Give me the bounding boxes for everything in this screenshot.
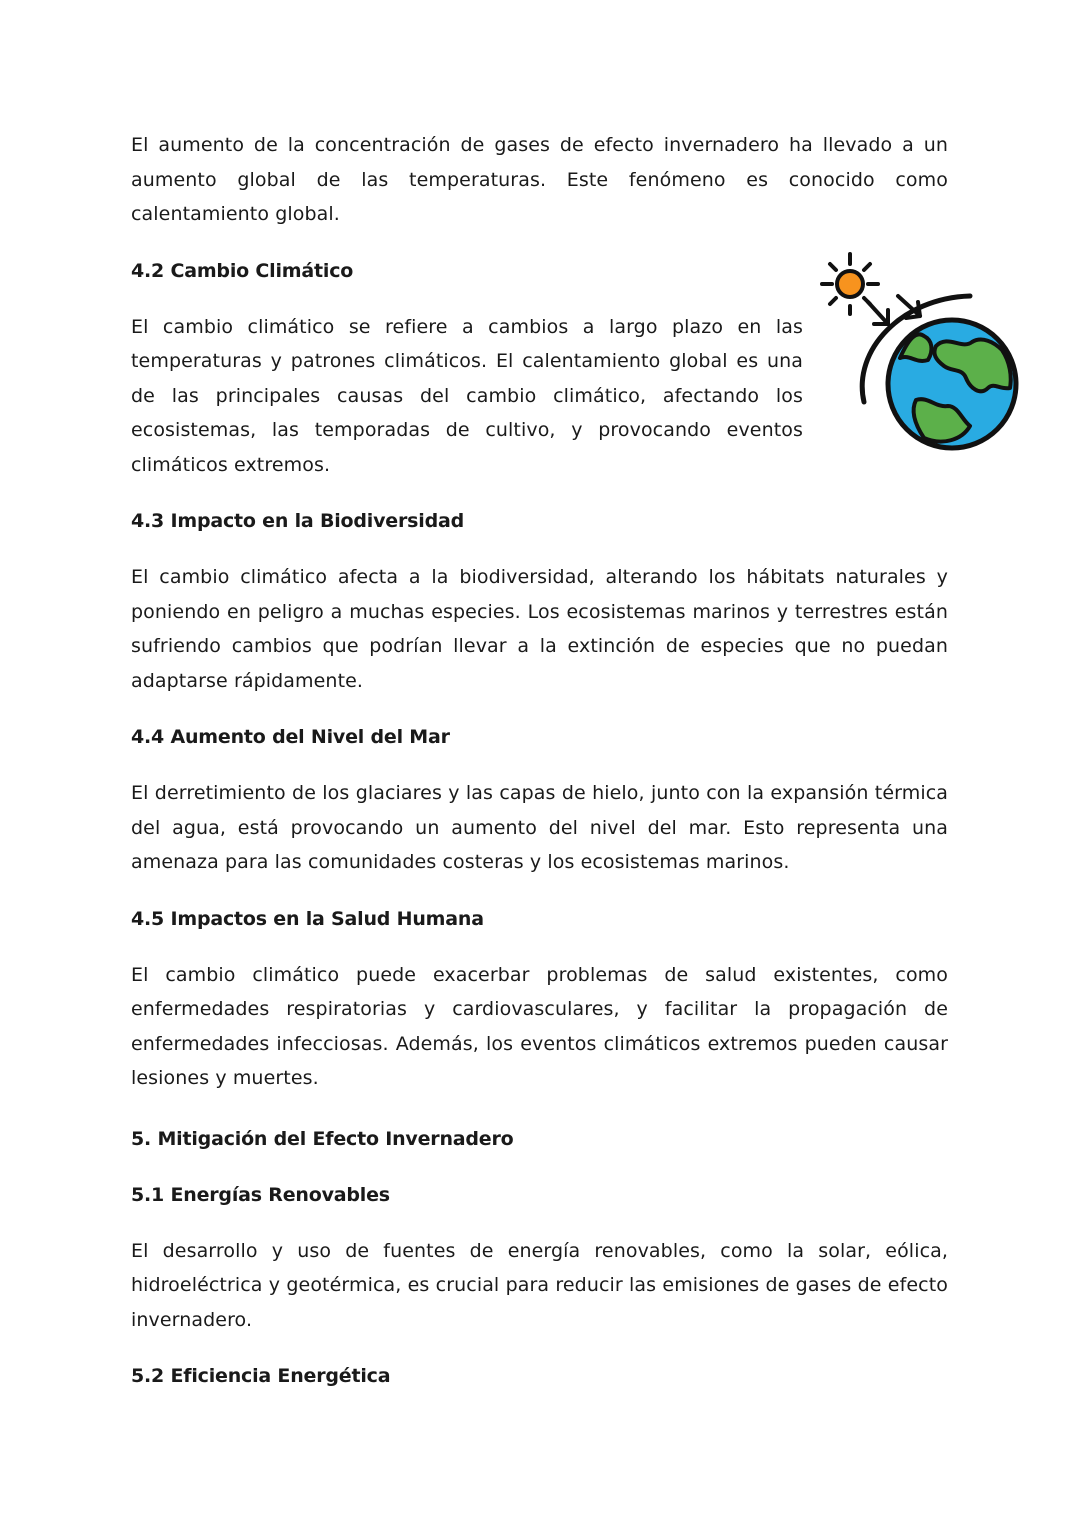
heading-4-3: 4.3 Impacto en la Biodiversidad — [131, 510, 464, 532]
heading-5: 5. Mitigación del Efecto Invernadero — [131, 1127, 514, 1150]
earth-icon — [888, 320, 1016, 448]
paragraph-4-3: El cambio climático afecta a la biodiversidad, alterando los hábitats naturales y poniendo en peligro a muchas especies. Los ecosistemas marinos y terrestres están sufriendo cambios que podrían llevar a la extinción de especies que no puedan adaptarse rápidamente. — [131, 566, 948, 692]
heading-5-2: 5.2 Eficiencia Energética — [131, 1365, 391, 1387]
paragraph-5-1: El desarrollo y uso de fuentes de energía renovables, como la solar, eólica, hidroeléctrica y geotérmica, es crucial para reducir las emisiones de gases de efecto invernadero. — [131, 1239, 948, 1331]
sun-icon — [837, 271, 863, 297]
heading-5-1: 5.1 Energías Renovables — [131, 1183, 390, 1206]
sun-earth-warming-icon — [812, 250, 1024, 456]
heading-4-2: 4.2 Cambio Climático — [131, 259, 354, 282]
paragraph-4-4: El derretimiento de los glaciares y las capas de hielo, junto con la expansión térmica del agua, está provocando un aumento del nivel del mar. Esto representa una amenaza para las comunidades costeras y los ecosistemas marinos. — [131, 782, 948, 873]
paragraph-4-2: El cambio climático se refiere a cambios a largo plazo en las temperaturas y patrones climáticos. El calentamiento global es una de las principales causas del cambio climático, afectando los ecosistemas, las temporadas de cultivo, y provocando eventos climáticos extremos. — [131, 315, 803, 476]
heading-4-4: 4.4 Aumento del Nivel del Mar — [131, 726, 450, 748]
heat-arrows-icon — [868, 296, 920, 324]
heading-4-5: 4.5 Impactos en la Salud Humana — [131, 907, 484, 930]
intro-paragraph: El aumento de la concentración de gases de efecto invernadero ha llevado a un aumento global de las temperaturas. Este fenómeno es conocido como calentamiento global. — [131, 134, 948, 225]
paragraph-4-5: El cambio climático puede exacerbar problemas de salud existentes, como enfermedades respiratorias y cardiovasculares, y facilitar la propagación de enfermedades infecciosas. Además, los eventos climáticos extremos pueden causar lesiones y muertes. — [131, 963, 948, 1089]
